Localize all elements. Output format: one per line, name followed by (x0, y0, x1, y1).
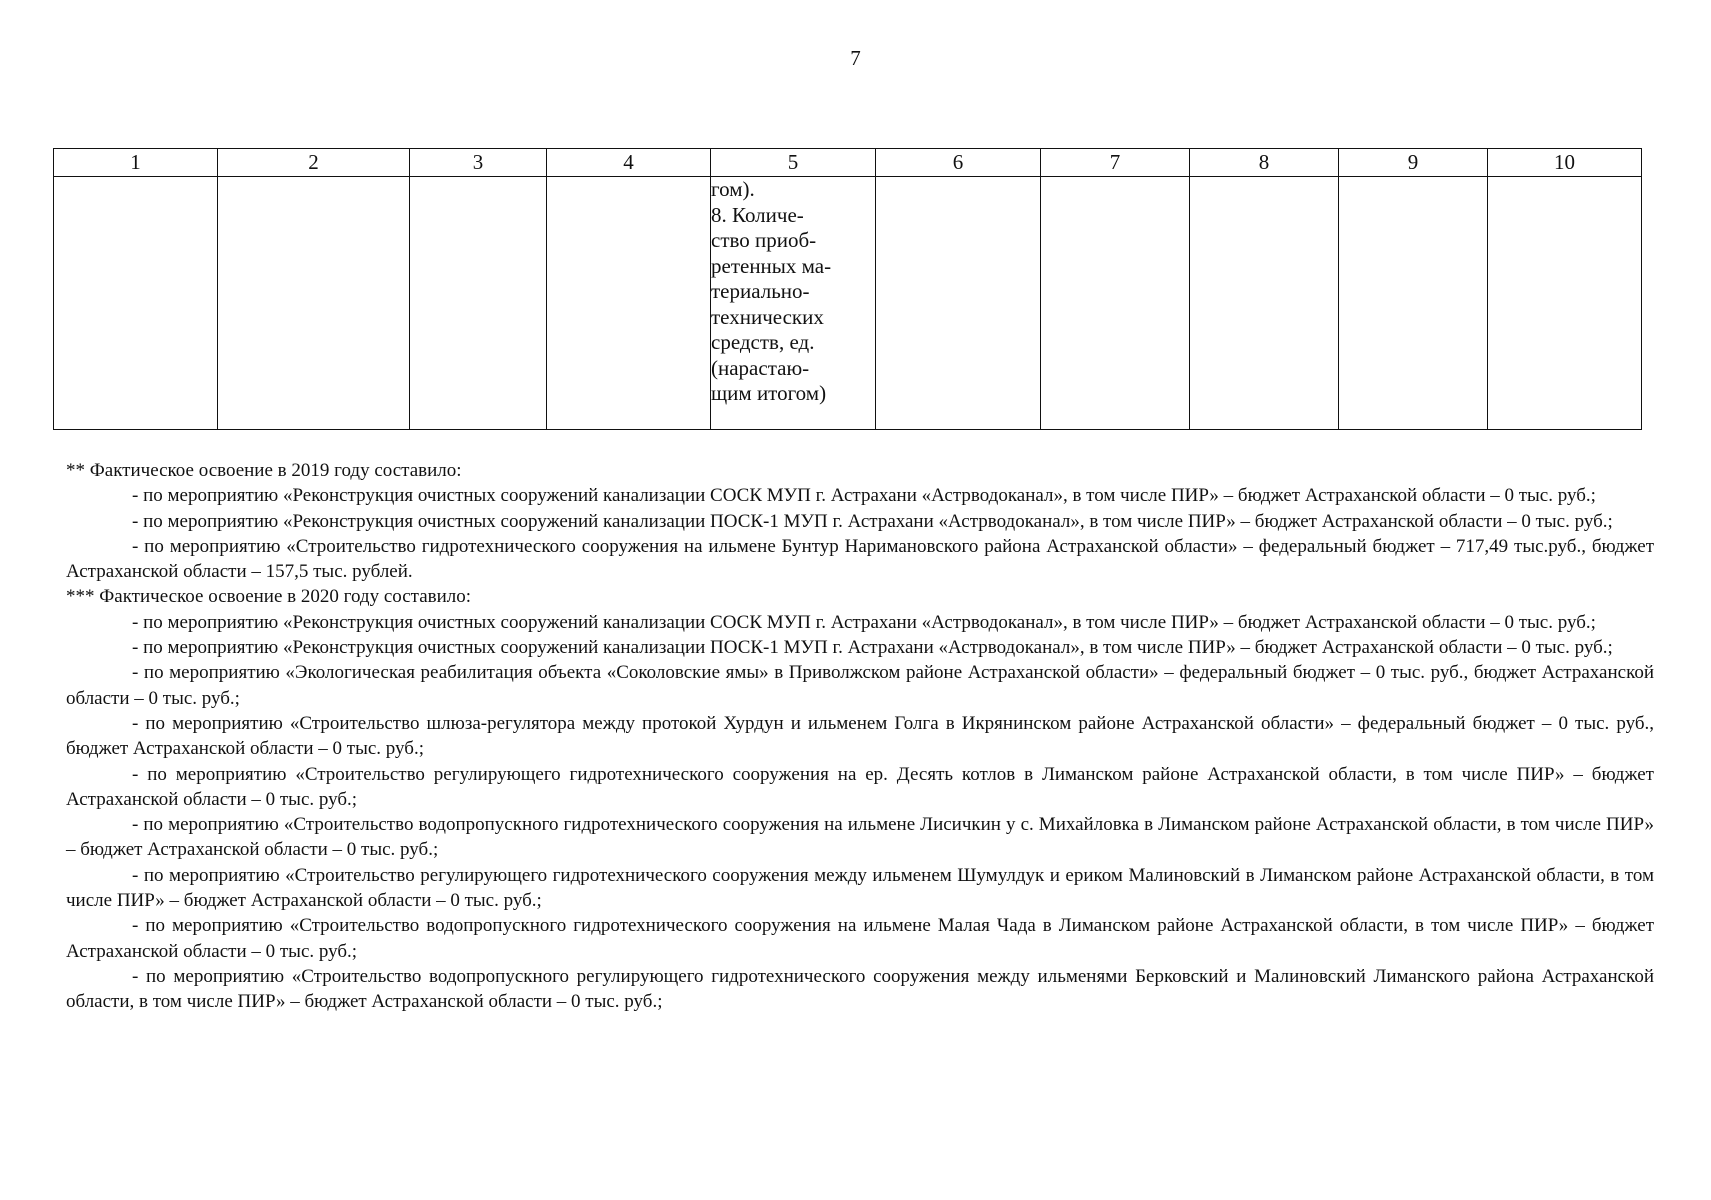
cell-text-line: средств, ед. (711, 330, 815, 354)
table-cell-col-6 (876, 177, 1041, 430)
cell-text-line: ство приоб- (711, 228, 817, 252)
table-cell-col-3 (410, 177, 547, 430)
footnote-item: - по мероприятию «Строительство регулирующего гидротехнического сооружения на ер. Десять котлов в Лиманском районе Астраханской области, в том числе ПИР» – бюджет Астраханской области – 0 тыс. руб.; (66, 763, 1654, 810)
page-number: 7 (850, 46, 861, 70)
table-cell-col-10 (1488, 177, 1642, 430)
table-cell-col-1 (54, 177, 218, 430)
table-row (54, 177, 1642, 430)
footnote-item: - по мероприятию «Реконструкция очистных сооружений канализации СОСК МУП г. Астрахани «Астрводоканал», в том числе ПИР» – бюджет Астраханской области – 0 тыс. руб.; (132, 485, 1596, 507)
table-header-row (54, 149, 1642, 177)
footnote-heading-2019: ** Фактическое освоение в 2019 году составило: (66, 460, 462, 481)
table-cell-col-4 (547, 177, 711, 430)
column-header-5: 5 (711, 149, 876, 177)
column-header-2: 2 (218, 149, 410, 177)
footnote-item: - по мероприятию «Реконструкция очистных сооружений канализации СОСК МУП г. Астрахани «Астрводоканал», в том числе ПИР» – бюджет Астраханской области – 0 тыс. руб.; (132, 611, 1596, 633)
table-cell-col-8 (1190, 177, 1339, 430)
footnote-item: - по мероприятию «Строительство водопропускного регулирующего гидротехнического сооружения между ильменями Берковский и Малиновский Лиманского района Астраханской области, в том числе ПИР» – бюджет Астраханской области – 0 тыс. руб.; (66, 965, 1654, 1013)
footnote-item: - по мероприятию «Строительство водопропускного гидротехнического сооружения на ильмене Лисичкин у с. Михайловка в Лиманском районе Астраханской области, в том числе ПИР» – бюджет Астраханской области – 0 тыс. руб.; (66, 814, 1654, 861)
column-header-8: 8 (1190, 149, 1339, 177)
cell-text-line: териально- (711, 279, 810, 303)
cell-text-line: 8. Количе- (711, 202, 804, 227)
column-header-1: 1 (54, 149, 218, 177)
cell-text-line: щим итогом) (711, 381, 827, 405)
footnote-item: - по мероприятию «Реконструкция очистных сооружений канализации ПОСК-1 МУП г. Астрахани «Астрводоканал», в том числе ПИР» – бюджет Астраханской области – 0 тыс. руб.; (132, 510, 1613, 532)
cell-text-line: гом). (711, 177, 755, 201)
column-header-9: 9 (1339, 149, 1488, 177)
table-cell-col-5 (711, 177, 876, 430)
footnote-item: - по мероприятию «Строительство водопропускного гидротехнического сооружения на ильмене Малая Чада в Лиманском районе Астраханской области, в том числе ПИР» – бюджет Астраханской области – 0 тыс. руб.; (66, 915, 1654, 962)
cell-text-line: технических (711, 304, 824, 329)
footnote-item: - по мероприятию «Строительство гидротехнического сооружения на ильмене Бунтур Наримановского района Астраханской области» – федеральный бюджет – 717,49 тыс.руб., бюджет Астраханской области – 157,5 тыс. рублей. (66, 535, 1654, 583)
footnote-item: - по мероприятию «Строительство регулирующего гидротехнического сооружения между ильменем Шумулдук и ериком Малиновский в Лиманском районе Астраханской области, в том числе ПИР» – бюджет Астраханской области – 0 тыс. руб.; (66, 864, 1654, 912)
data-table (53, 148, 1642, 430)
footnote-item: - по мероприятию «Строительство шлюза-регулятора между протокой Хурдун и ильменем Голга в Икрянинском районе Астраханской области» – федеральный бюджет – 0 тыс. руб., бюджет Астраханской области – 0 тыс. руб.; (66, 712, 1654, 760)
footnote-heading-2020: *** Фактическое освоение в 2020 году составило: (66, 586, 472, 608)
footnotes (66, 458, 1654, 1015)
column-header-10: 10 (1488, 149, 1642, 177)
table-cell-col-7 (1041, 177, 1190, 430)
cell-text-line: ретенных ма- (711, 253, 832, 278)
footnote-item: - по мероприятию «Реконструкция очистных сооружений канализации ПОСК-1 МУП г. Астрахани «Астрводоканал», в том числе ПИР» – бюджет Астраханской области – 0 тыс. руб.; (132, 637, 1613, 659)
table-cell-col-2 (218, 177, 410, 430)
footnote-item: - по мероприятию «Экологическая реабилитация объекта «Соколовские ямы» в Приволжском районе Астраханской области» – федеральный бюджет – 0 тыс. руб., бюджет Астраханской области – 0 тыс. руб.; (66, 662, 1654, 709)
cell-text-line: (нарастаю- (711, 355, 810, 380)
column-header-4: 4 (547, 149, 711, 177)
column-header-3: 3 (410, 149, 547, 177)
column-header-6: 6 (876, 149, 1041, 177)
table-cell-col-9 (1339, 177, 1488, 430)
column-header-7: 7 (1041, 149, 1190, 177)
